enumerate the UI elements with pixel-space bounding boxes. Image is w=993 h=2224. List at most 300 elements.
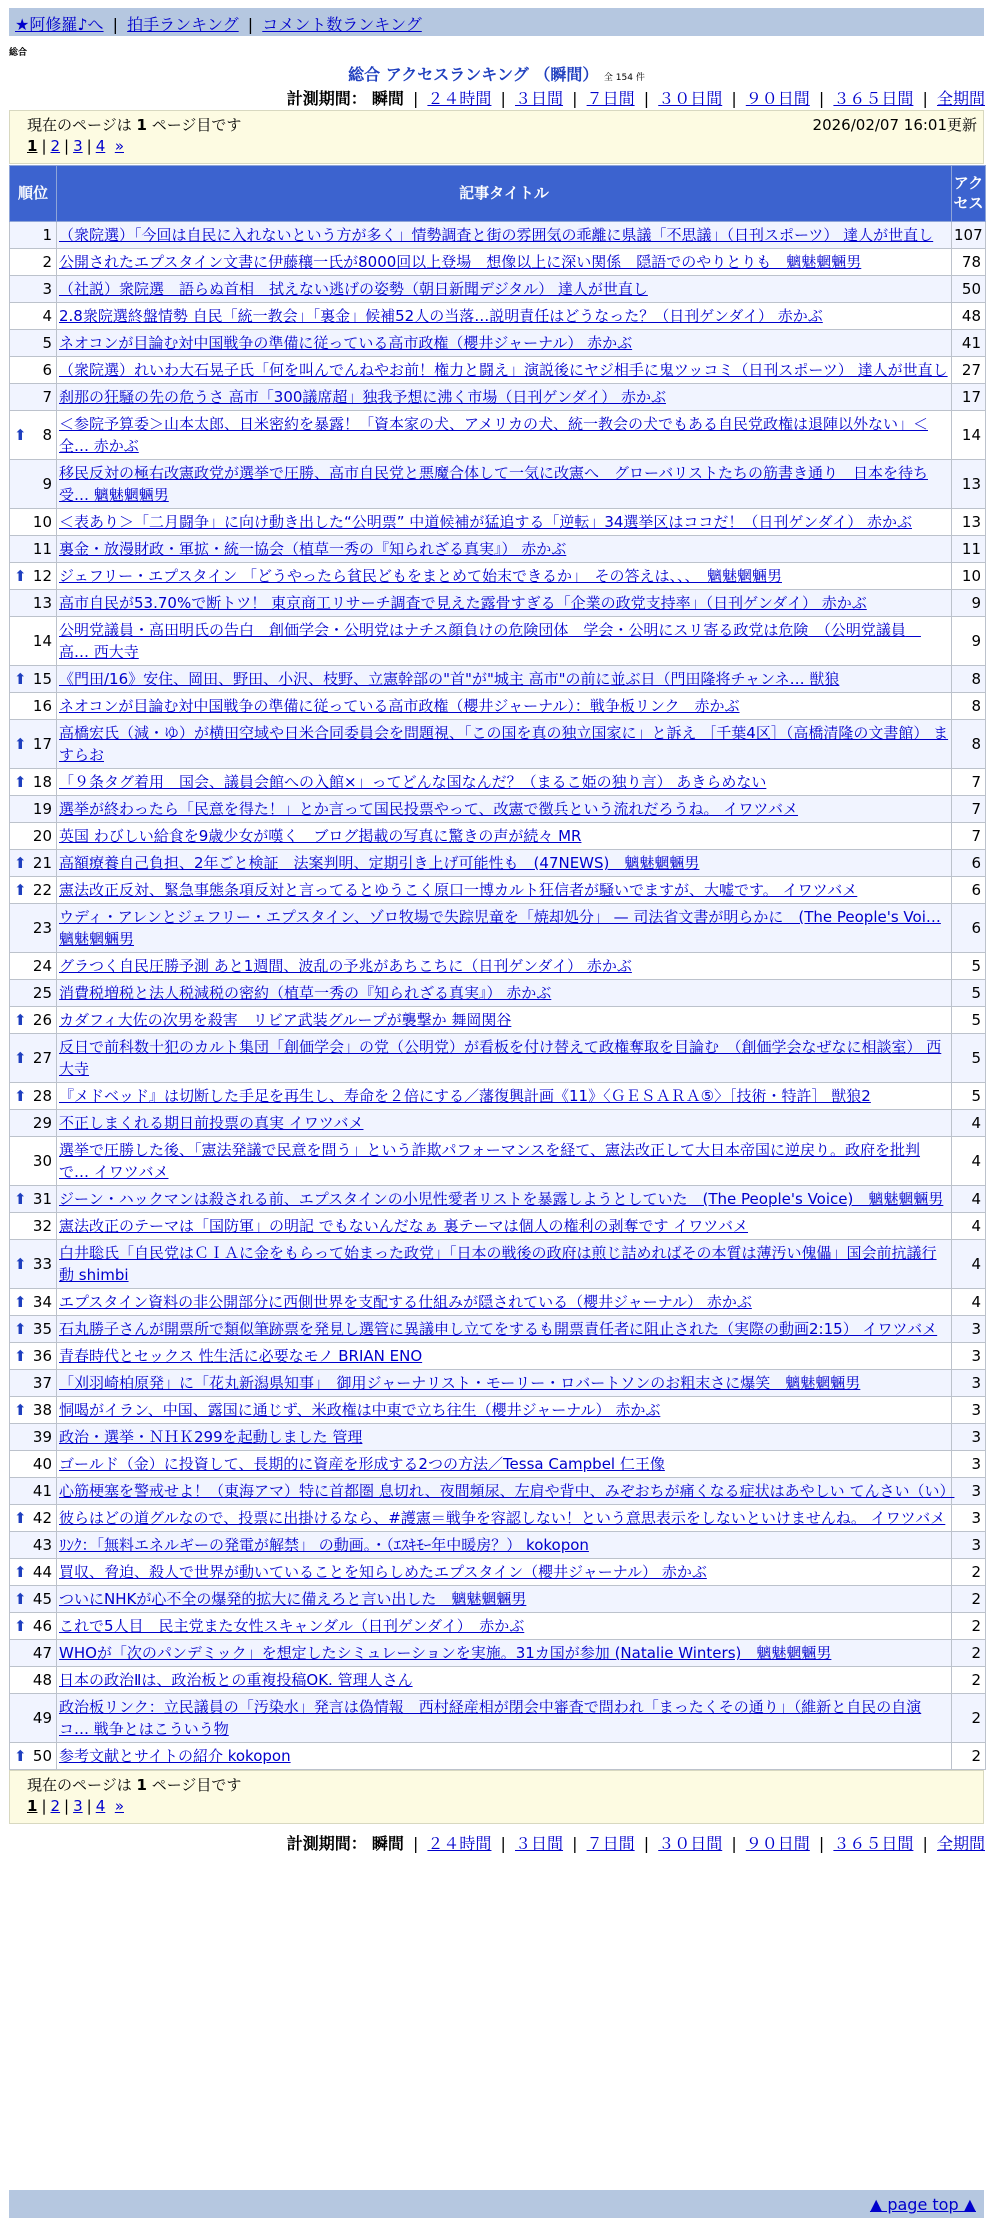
table-row bbox=[10, 1532, 986, 1559]
table-row bbox=[10, 303, 986, 330]
article-link[interactable]: 高市自民が53.70%で断トツ！ 東京商工リサーチ調査で見えた露骨すぎる「企業の政党支持率」（日刊ゲンダイ） 赤かぶ bbox=[59, 594, 867, 612]
page-current: 1 bbox=[27, 137, 38, 155]
title-cell bbox=[57, 1240, 952, 1289]
article-link[interactable]: 英国 わびしい給食を9歳少女が嘆く ブログ掲載の写真に驚きの声が続々 MR bbox=[59, 827, 582, 845]
rank-cell bbox=[10, 1667, 57, 1694]
article-link[interactable]: ＜参院予算委＞山本太郎、日米密約を暴露！「資本家の犬、アメリカの犬、統一教会の犬でもある自民党政権は退陣以外ない」＜全… 赤かぶ bbox=[59, 415, 928, 455]
access-count: 107 bbox=[952, 222, 986, 249]
article-link[interactable]: 石丸勝子さんが開票所で類似筆跡票を発見し選管に異議申し立てをするも開票責任者に阻止された（実際の動画2:15） イワツバメ bbox=[59, 1320, 938, 1338]
title-cell bbox=[57, 1451, 952, 1478]
rank-number: 2 bbox=[42, 253, 52, 271]
rank-number: 19 bbox=[32, 800, 52, 818]
table-row bbox=[10, 1137, 986, 1186]
article-link[interactable]: 消費税増税と法人税減税の密約（植草一秀の『知られざる真実』） 赤かぶ bbox=[59, 984, 552, 1002]
rank-up-arrow-icon: ⬆ bbox=[14, 567, 27, 585]
page-title bbox=[0, 62, 993, 85]
access-count: 3 bbox=[952, 1397, 986, 1424]
rank-cell bbox=[10, 1213, 57, 1240]
rank-up-arrow-icon: ⬆ bbox=[14, 670, 27, 688]
table-row bbox=[10, 904, 986, 953]
rank-cell bbox=[10, 411, 57, 460]
rank-number: 5 bbox=[42, 334, 52, 352]
access-count: 8 bbox=[952, 720, 986, 769]
rank-number: 21 bbox=[32, 854, 52, 872]
page-top-link[interactable]: ▲ page top ▲ bbox=[869, 2195, 976, 2214]
rank-number: 45 bbox=[32, 1590, 52, 1608]
rank-cell bbox=[10, 1532, 57, 1559]
access-count: 7 bbox=[952, 769, 986, 796]
rank-number: 26 bbox=[32, 1011, 52, 1029]
rank-number: 42 bbox=[32, 1509, 52, 1527]
title-cell bbox=[57, 330, 952, 357]
article-link[interactable]: （衆院選）「今回は自民に入れないという方が多く」情勢調査と街の雰囲気の乖離に県議「不思議」（日刊スポーツ） 達人が世直し bbox=[59, 226, 934, 244]
rank-up-arrow-icon: ⬆ bbox=[14, 881, 27, 899]
article-link[interactable]: カダフィ大佐の次男を殺害 リビア武装グループが襲撃か 舞岡関谷 bbox=[59, 1011, 512, 1029]
title-cell bbox=[57, 980, 952, 1007]
access-count: 13 bbox=[952, 509, 986, 536]
rank-cell bbox=[10, 1743, 57, 1770]
rank-number: 16 bbox=[32, 697, 52, 715]
article-link[interactable]: これで5人目 民主党また女性スキャンダル（日刊ゲンダイ） 赤かぶ bbox=[59, 1617, 525, 1635]
page-link[interactable]: 3 bbox=[73, 137, 83, 155]
comment-ranking-link[interactable]: コメント数ランキング bbox=[262, 15, 422, 34]
access-count: 9 bbox=[952, 590, 986, 617]
rank-number: 14 bbox=[32, 632, 52, 650]
rank-cell bbox=[10, 666, 57, 693]
top-navigation bbox=[9, 8, 984, 36]
article-link[interactable]: 政治・選挙・ＮＨＫ299を起動しました 管理 bbox=[59, 1428, 363, 1446]
article-link[interactable]: グラつく自民圧勝予測 あと1週間、波乱の予兆があちこちに（日刊ゲンダイ） 赤かぶ bbox=[59, 957, 632, 975]
rank-cell bbox=[10, 823, 57, 850]
period-link[interactable]: ３０日間 bbox=[658, 89, 723, 108]
title-cell bbox=[57, 953, 952, 980]
rank-number: 4 bbox=[42, 307, 52, 325]
access-count: 6 bbox=[952, 877, 986, 904]
page-info-bottom bbox=[9, 1770, 984, 1824]
title-cell bbox=[57, 384, 952, 411]
rank-up-arrow-icon: ⬆ bbox=[14, 1347, 27, 1365]
rank-cell bbox=[10, 1034, 57, 1083]
ranking-title: 総合 アクセスランキング （瞬間） bbox=[348, 65, 599, 84]
rank-cell bbox=[10, 1316, 57, 1343]
table-row bbox=[10, 276, 986, 303]
article-link[interactable]: 恫喝がイラン、中国、露国に通じず、米政権は中東で立ち往生（櫻井ジャーナル） 赤かぶ bbox=[59, 1401, 661, 1419]
rank-number: 39 bbox=[32, 1428, 52, 1446]
access-count: 50 bbox=[952, 276, 986, 303]
title-cell bbox=[57, 769, 952, 796]
table-row bbox=[10, 460, 986, 509]
title-cell bbox=[57, 1289, 952, 1316]
rank-number: 40 bbox=[32, 1455, 52, 1473]
title-cell bbox=[57, 1667, 952, 1694]
rank-cell bbox=[10, 1110, 57, 1137]
period-link[interactable]: ３日間 bbox=[515, 89, 564, 108]
period-link[interactable]: ３６５日間 bbox=[833, 89, 914, 108]
table-row bbox=[10, 1505, 986, 1532]
home-link[interactable]: ★阿修羅♪へ bbox=[15, 15, 104, 34]
rank-up-arrow-icon: ⬆ bbox=[14, 1747, 27, 1765]
rank-up-arrow-icon: ⬆ bbox=[14, 1509, 27, 1527]
article-link[interactable]: 公明党議員・高田明氏の告白 創価学会・公明党はナチス顔負けの危険団体 学会・公明にスリ寄る政党は危険 （公明党議員 高… 西大寺 bbox=[59, 621, 921, 661]
table-row bbox=[10, 720, 986, 769]
rank-number: 43 bbox=[32, 1536, 52, 1554]
rank-number: 28 bbox=[32, 1087, 52, 1105]
table-row bbox=[10, 1370, 986, 1397]
article-link[interactable]: 反日で前科数十犯のカルト集団「創価学会」の党（公明党）が看板を付け替えて政権奪取を目論む （創価学会なぜなに相談室） 西大寺 bbox=[59, 1038, 942, 1078]
access-count: 8 bbox=[952, 693, 986, 720]
table-row bbox=[10, 953, 986, 980]
article-link[interactable]: ネオコンが目論む対中国戦争の準備に従っている高市政権（櫻井ジャーナル）：戦争板リンク 赤かぶ bbox=[59, 697, 740, 715]
rank-up-arrow-icon: ⬆ bbox=[14, 1011, 27, 1029]
article-link[interactable]: WHOが「次のパンデミック」を想定したシミュレーションを実施。31カ国が参加 (Natalie Winters) 魑魅魍魎男 bbox=[59, 1644, 832, 1662]
rank-cell bbox=[10, 249, 57, 276]
title-cell bbox=[57, 411, 952, 460]
rank-up-arrow-icon: ⬆ bbox=[14, 1190, 27, 1208]
ranking-rows bbox=[10, 222, 986, 1770]
title-cell bbox=[57, 1559, 952, 1586]
article-link[interactable]: 白井聡氏「自民党はＣＩＡに金をもらって始まった政党」「日本の戦後の政府は煎じ詰めればその本質は薄汚い傀儡」国会前抗議行動 shimbi bbox=[59, 1244, 937, 1284]
rank-cell bbox=[10, 330, 57, 357]
table-row bbox=[10, 1316, 986, 1343]
rank-cell bbox=[10, 1478, 57, 1505]
rank-number: 13 bbox=[32, 594, 52, 612]
article-link[interactable]: ﾘﾝｸ：「無料エネルギーの発電が解禁」 の動画。・（ｴｽｷﾓｰ年中暖房？） kokopon bbox=[59, 1536, 589, 1554]
table-row bbox=[10, 1667, 986, 1694]
rank-cell bbox=[10, 980, 57, 1007]
access-count: 11 bbox=[952, 536, 986, 563]
article-link[interactable]: 選挙で圧勝した後、「憲法発議で民意を問う」という詐欺パフォーマンスを経て、憲法改正して大日本帝国に逆戻り。政府を批判で… イワツバメ bbox=[59, 1141, 921, 1181]
title-cell bbox=[57, 1424, 952, 1451]
period-label: 計測期間： bbox=[286, 1834, 367, 1853]
rank-cell bbox=[10, 877, 57, 904]
page-link[interactable]: 4 bbox=[95, 1797, 106, 1815]
title-cell bbox=[57, 1586, 952, 1613]
table-row bbox=[10, 357, 986, 384]
period-link[interactable]: ３０日間 bbox=[658, 1834, 723, 1853]
table-row bbox=[10, 1694, 986, 1743]
rank-column-header: 順位 bbox=[10, 166, 57, 222]
table-row bbox=[10, 666, 986, 693]
period-current: 瞬間 bbox=[371, 1834, 404, 1853]
page-link[interactable]: 2 bbox=[50, 137, 61, 155]
table-row bbox=[10, 249, 986, 276]
period-link[interactable]: 全期間 bbox=[936, 89, 985, 108]
article-link[interactable]: ジェフリー・エプスタイン 「どうやったら貧民どもをまとめて始末できるか」 その答えは、、、 魑魅魍魎男 bbox=[59, 567, 782, 585]
rank-up-arrow-icon: ⬆ bbox=[14, 1617, 27, 1635]
rank-cell bbox=[10, 1397, 57, 1424]
rank-number: 50 bbox=[32, 1747, 52, 1765]
rank-number: 20 bbox=[32, 827, 52, 845]
title-cell bbox=[57, 249, 952, 276]
table-row bbox=[10, 384, 986, 411]
access-count: 10 bbox=[952, 563, 986, 590]
current-page-text: 現在のページは 1 ページ目です bbox=[27, 1776, 242, 1794]
access-count: 13 bbox=[952, 460, 986, 509]
title-cell bbox=[57, 617, 952, 666]
table-row bbox=[10, 330, 986, 357]
rank-cell bbox=[10, 693, 57, 720]
period-link[interactable]: ２４時間 bbox=[427, 1834, 492, 1853]
title-cell bbox=[57, 1397, 952, 1424]
title-cell bbox=[57, 1505, 952, 1532]
rank-number: 10 bbox=[32, 513, 52, 531]
title-cell bbox=[57, 666, 952, 693]
next-page-link[interactable]: » bbox=[114, 1797, 124, 1815]
clap-ranking-link[interactable]: 拍手ランキング bbox=[127, 15, 239, 34]
title-column-header: 記事タイトル bbox=[57, 166, 952, 222]
article-link[interactable]: 2.8衆院選終盤情勢 自民「統一教会」「裏金」候補52人の当落…説明責任はどうなった？（日刊ゲンダイ） 赤かぶ bbox=[59, 307, 823, 325]
access-count: 3 bbox=[952, 1478, 986, 1505]
period-link[interactable]: ７日間 bbox=[586, 1834, 635, 1853]
title-cell bbox=[57, 1137, 952, 1186]
access-count: 7 bbox=[952, 796, 986, 823]
rank-number: 24 bbox=[32, 957, 52, 975]
period-link[interactable]: ２４時間 bbox=[427, 89, 492, 108]
period-link[interactable]: ７日間 bbox=[586, 89, 635, 108]
article-link[interactable]: 憲法改正のテーマは「国防軍」の明記 でもないんだなぁ 裏テーマは個人の権利の剥奪です イワツバメ bbox=[59, 1217, 749, 1235]
article-link[interactable]: ネオコンが目論む対中国戦争の準備に従っている高市政権（櫻井ジャーナル） 赤かぶ bbox=[59, 334, 633, 352]
article-link[interactable]: 憲法改正反対、緊急事態条項反対と言ってるとゆうこく原口一博カルト狂信者が騒いでますが、大嘘です。 イワツバメ bbox=[59, 881, 858, 899]
title-cell bbox=[57, 590, 952, 617]
pagination: 1 | 2 | 3 | 4 » bbox=[27, 137, 124, 155]
article-link[interactable]: 「刈羽崎柏原発」に「花丸新潟県知事」 御用ジャーナリスト・モーリー・ロバートソンのお粗末さに爆笑 魑魅魍魎男 bbox=[59, 1374, 861, 1392]
table-row bbox=[10, 796, 986, 823]
access-count: 3 bbox=[952, 1505, 986, 1532]
ranking-table bbox=[9, 165, 986, 1770]
title-cell bbox=[57, 1370, 952, 1397]
article-link[interactable]: 青春時代とセックス 性生活に必要なモノ BRIAN ENO bbox=[59, 1347, 423, 1365]
current-page-text: 現在のページは 1 ページ目です bbox=[27, 116, 242, 134]
article-link[interactable]: 買収、脅迫、殺人で世界が動いていることを知らしめたエプスタイン（櫻井ジャーナル） 赤かぶ bbox=[59, 1563, 707, 1581]
page-info-top bbox=[9, 110, 984, 164]
rank-number: 37 bbox=[32, 1374, 52, 1392]
access-count: 14 bbox=[952, 411, 986, 460]
rank-number: 48 bbox=[32, 1671, 52, 1689]
period-selector: 計測期間： 瞬間 | ２４時間 | ３日間 | ７日間 | ３０日間 | ９０日間 | ３６５日間 | 全期間 bbox=[286, 89, 985, 108]
title-cell bbox=[57, 563, 952, 590]
article-link[interactable]: ゴールド（金）に投資して、長期的に資産を形成する2つの方法／Tessa Campbel 仁王像 bbox=[59, 1455, 665, 1473]
article-link[interactable]: ＜表あり＞「二月闘争」に向け動き出した“公明票” 中道候補が猛追する「逆転」34選挙区はココだ！（日刊ゲンダイ） 赤かぶ bbox=[59, 513, 912, 531]
rank-number: 9 bbox=[42, 475, 52, 493]
article-link[interactable]: ついにNHKが心不全の爆発的拡大に備えろと言い出した 魑魅魍魎男 bbox=[59, 1590, 527, 1608]
article-link[interactable]: ウディ・アレンとジェフリー・エプスタイン、ゾロ牧場で失踪児童を「焼却処分」 — 司法省文書が明らかに (The People's Voi… 魑魅魍魎男 bbox=[59, 908, 941, 948]
table-row bbox=[10, 1289, 986, 1316]
updated-timestamp: 2026/02/07 16:01更新 bbox=[812, 116, 977, 134]
rank-number: 44 bbox=[32, 1563, 52, 1581]
article-link[interactable]: 心筋梗塞を警戒せよ！（東海アマ）特に首都圏 息切れ、夜間頻尿、左肩や背中、みぞおちが痛くなる症状はあやしい てんさい（い） bbox=[59, 1482, 955, 1500]
access-count: 5 bbox=[952, 980, 986, 1007]
rank-up-arrow-icon: ⬆ bbox=[14, 1590, 27, 1608]
title-cell bbox=[57, 1478, 955, 1505]
article-link[interactable]: 選挙が終わったら「民意を得た！」とか言って国民投票やって、改憲で徴兵という流れだろうね。 イワツバメ bbox=[59, 800, 799, 818]
access-count: 3 bbox=[952, 1316, 986, 1343]
rank-cell bbox=[10, 1559, 57, 1586]
article-link[interactable]: 公開されたエプスタイン文書に伊藤穰一氏が8000回以上登場 想像以上に深い関係 隠語でのやりとりも 魑魅魍魎男 bbox=[59, 253, 862, 271]
rank-cell bbox=[10, 1370, 57, 1397]
table-row bbox=[10, 1213, 986, 1240]
page-link[interactable]: 2 bbox=[50, 1797, 61, 1815]
item-count: 全 154 件 bbox=[603, 73, 645, 83]
table-row bbox=[10, 980, 986, 1007]
rank-cell bbox=[10, 276, 57, 303]
title-cell bbox=[57, 904, 952, 953]
period-current: 瞬間 bbox=[371, 89, 404, 108]
rank-number: 6 bbox=[42, 361, 52, 379]
article-link[interactable]: 彼らはどの道グルなので、投票に出掛けるなら、#護憲＝戦争を容認しない！という意思表示をしないといけませんね。 イワツバメ bbox=[59, 1509, 946, 1527]
page-link[interactable]: 4 bbox=[95, 137, 106, 155]
title-cell bbox=[57, 1532, 952, 1559]
rank-number: 36 bbox=[32, 1347, 52, 1365]
article-link[interactable]: 裏金・放漫財政・軍拡・統一協会（植草一秀の『知られざる真実』） 赤かぶ bbox=[59, 540, 567, 558]
rank-up-arrow-icon: ⬆ bbox=[14, 735, 27, 753]
article-link[interactable]: 「９条タグ着用 国会、議員会館への入館×」ってどんな国なんだ？（まるこ姫の独り言） あきらめない bbox=[59, 773, 767, 791]
title-cell bbox=[57, 357, 952, 384]
rank-cell bbox=[10, 536, 57, 563]
article-link[interactable]: （衆院選）れいわ大石晃子氏「何を叫んでんねやお前！権力と闘え」演説後にヤジ相手に鬼ツッコミ（日刊スポーツ） 達人が世直し bbox=[59, 361, 948, 379]
period-link[interactable]: ３６５日間 bbox=[833, 1834, 914, 1853]
title-cell bbox=[57, 877, 952, 904]
access-count: 5 bbox=[952, 953, 986, 980]
table-row bbox=[10, 1478, 986, 1505]
rank-cell bbox=[10, 222, 57, 249]
title-cell bbox=[57, 1640, 952, 1667]
rank-cell bbox=[10, 1240, 57, 1289]
title-cell bbox=[57, 850, 952, 877]
access-count: 2 bbox=[952, 1667, 986, 1694]
title-cell bbox=[57, 1007, 952, 1034]
access-count: 2 bbox=[952, 1613, 986, 1640]
table-row bbox=[10, 1034, 986, 1083]
rank-cell bbox=[10, 1007, 57, 1034]
article-link[interactable]: 《門田/16》安住、岡田、野田、小沢、枝野、立憲幹部の"首"が"城主 高市"の前に並ぶ日（門田隆将チャンネ… 獣狼 bbox=[59, 670, 840, 688]
access-count: 3 bbox=[952, 1532, 986, 1559]
table-row bbox=[10, 411, 986, 460]
table-row bbox=[10, 222, 986, 249]
rank-number: 17 bbox=[32, 735, 52, 753]
article-link[interactable]: 不正しまくれる期日前投票の真実 イワツバメ bbox=[59, 1114, 364, 1132]
rank-cell bbox=[10, 796, 57, 823]
nav-separator: | bbox=[247, 15, 254, 34]
title-cell bbox=[57, 823, 952, 850]
rank-up-arrow-icon: ⬆ bbox=[14, 1255, 27, 1273]
category-label: 総合 bbox=[9, 48, 28, 58]
article-link[interactable]: 高橋宏氏（減・ゆ）が横田空域や日米合同委員会を問題視、「この国を真の独立国家に」と訴え ［千葉4区］（高橋清隆の文書館） ますらお bbox=[59, 724, 949, 764]
article-link[interactable]: 政治板リンク：立民議員の「汚染水」発言は偽情報 西村経産相が閉会中審査で問われ「まったくその通り」（維新と自民の自演コ… 戦争とはこういう物 bbox=[59, 1698, 922, 1738]
table-row bbox=[10, 1083, 986, 1110]
article-link[interactable]: （社説）衆院選 語らぬ首相 拭えない逃げの姿勢（朝日新聞デジタル） 達人が世直し bbox=[59, 280, 648, 298]
rank-number: 3 bbox=[42, 280, 52, 298]
rank-cell bbox=[10, 590, 57, 617]
table-row bbox=[10, 1559, 986, 1586]
period-link[interactable]: ３日間 bbox=[515, 1834, 564, 1853]
title-cell bbox=[57, 509, 952, 536]
rank-number: 29 bbox=[32, 1114, 52, 1132]
access-count: 3 bbox=[952, 1343, 986, 1370]
period-label: 計測期間： bbox=[286, 89, 367, 108]
access-count: 4 bbox=[952, 1289, 986, 1316]
title-cell bbox=[57, 1083, 952, 1110]
access-count: 17 bbox=[952, 384, 986, 411]
table-row bbox=[10, 1186, 986, 1213]
title-cell bbox=[57, 1186, 952, 1213]
access-count: 5 bbox=[952, 1083, 986, 1110]
rank-number: 33 bbox=[32, 1255, 52, 1273]
rank-number: 15 bbox=[32, 670, 52, 688]
rank-number: 35 bbox=[32, 1320, 52, 1338]
access-count: 2 bbox=[952, 1640, 986, 1667]
access-count: 4 bbox=[952, 1137, 986, 1186]
rank-cell bbox=[10, 1505, 57, 1532]
article-link[interactable]: 刹那の狂騒の先の危うさ 高市「300議席超」独我予想に沸く市場（日刊ゲンダイ） 赤かぶ bbox=[59, 388, 666, 406]
access-count: 7 bbox=[952, 823, 986, 850]
title-cell bbox=[57, 1613, 952, 1640]
rank-number: 34 bbox=[32, 1293, 52, 1311]
rank-cell bbox=[10, 1424, 57, 1451]
access-count: 5 bbox=[952, 1007, 986, 1034]
rank-cell bbox=[10, 1613, 57, 1640]
table-row bbox=[10, 1743, 986, 1770]
period-link[interactable]: ９０日間 bbox=[745, 89, 810, 108]
article-link[interactable]: 移民反対の極右改憲政党が選挙で圧勝、高市自民党と悪魔合体して一気に改憲へ グローバリストたちの筋書き通り 日本を待ち受… 魑魅魍魎男 bbox=[59, 464, 928, 504]
access-count: 2 bbox=[952, 1694, 986, 1743]
access-count: 78 bbox=[952, 249, 986, 276]
page-link[interactable]: 3 bbox=[73, 1797, 83, 1815]
table-row bbox=[10, 1613, 986, 1640]
rank-cell bbox=[10, 1451, 57, 1478]
table-row bbox=[10, 1640, 986, 1667]
rank-number: 41 bbox=[32, 1482, 52, 1500]
title-cell bbox=[57, 796, 952, 823]
rank-number: 12 bbox=[32, 567, 52, 585]
rank-up-arrow-icon: ⬆ bbox=[14, 854, 27, 872]
rank-number: 25 bbox=[32, 984, 52, 1002]
nav-separator: | bbox=[112, 15, 119, 34]
rank-up-arrow-icon: ⬆ bbox=[14, 773, 27, 791]
access-count: 27 bbox=[952, 357, 986, 384]
access-count: 2 bbox=[952, 1586, 986, 1613]
article-link[interactable]: 『メドベッド』は切断した手足を再生し、寿命を２倍にする／藩復興計画《11》〈ＧＥＳＡＲＡ⑤〉［技術・特許］ 獣狼2 bbox=[59, 1087, 871, 1105]
rank-number: 1 bbox=[42, 226, 52, 244]
table-row bbox=[10, 509, 986, 536]
article-link[interactable]: ジーン・ハックマンは殺される前、エプスタインの小児性愛者リストを暴露しようとしていた (The People's Voice) 魑魅魍魎男 bbox=[59, 1190, 944, 1208]
article-link[interactable]: 参考文献とサイトの紹介 kokopon bbox=[59, 1747, 291, 1765]
article-link[interactable]: 高額療養自己負担、2年ごと検証 法案判明、定期引き上げ可能性も (47NEWS) 魑魅魍魎男 bbox=[59, 854, 700, 872]
title-cell bbox=[57, 222, 952, 249]
rank-cell bbox=[10, 357, 57, 384]
next-page-link[interactable]: » bbox=[114, 137, 124, 155]
article-link[interactable]: 日本の政治Ⅱは、政治板との重複投稿OK. 管理人さん bbox=[59, 1671, 413, 1689]
table-row bbox=[10, 1397, 986, 1424]
table-row bbox=[10, 769, 986, 796]
rank-cell bbox=[10, 384, 57, 411]
rank-up-arrow-icon: ⬆ bbox=[14, 1293, 27, 1311]
rank-number: 31 bbox=[32, 1190, 52, 1208]
rank-up-arrow-icon: ⬆ bbox=[14, 1049, 27, 1067]
rank-cell bbox=[10, 563, 57, 590]
access-count: 6 bbox=[952, 904, 986, 953]
table-row bbox=[10, 1110, 986, 1137]
rank-up-arrow-icon: ⬆ bbox=[14, 1563, 27, 1581]
period-link[interactable]: ９０日間 bbox=[745, 1834, 810, 1853]
access-count: 3 bbox=[952, 1370, 986, 1397]
access-count: 4 bbox=[952, 1110, 986, 1137]
title-cell bbox=[57, 1743, 952, 1770]
article-link[interactable]: エプスタイン資料の非公開部分に西側世界を支配する仕組みが隠されている（櫻井ジャーナル） 赤かぶ bbox=[59, 1293, 752, 1311]
period-link[interactable]: 全期間 bbox=[936, 1834, 985, 1853]
rank-number: 22 bbox=[32, 881, 52, 899]
rank-cell bbox=[10, 460, 57, 509]
rank-cell bbox=[10, 617, 57, 666]
